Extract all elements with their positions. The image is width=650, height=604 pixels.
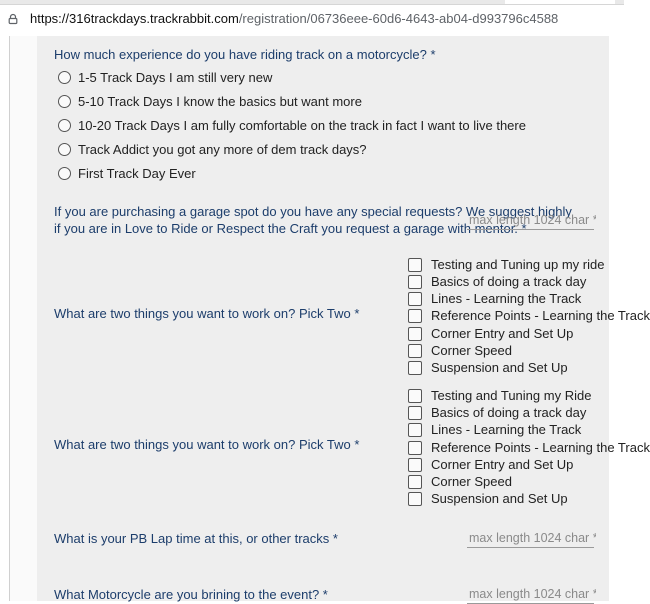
radio-button[interactable] — [58, 95, 71, 108]
work-on-2-option-7[interactable] — [408, 490, 568, 507]
checkbox[interactable] — [408, 406, 422, 420]
checkbox[interactable] — [408, 389, 422, 403]
option-label: 1-5 Track Days I am still very new — [78, 69, 273, 85]
work-on-1-option-3[interactable] — [408, 290, 581, 307]
pb-lap-field[interactable] — [467, 529, 594, 548]
option-label: 10-20 Track Days I am fully comfortable on the track in fact I want to live there — [78, 117, 526, 133]
motorcycle-question: What Motorcycle are you brining to the event? * — [54, 587, 328, 602]
checkbox[interactable] — [408, 492, 422, 506]
work-on-1-option-4[interactable] — [408, 307, 650, 324]
experience-question: How much experience do you have riding track on a motorcycle? * — [54, 47, 436, 62]
checkbox[interactable] — [408, 258, 422, 272]
checkbox-label: Lines - Learning the Track — [431, 291, 582, 306]
checkbox[interactable] — [408, 441, 422, 455]
checkbox-label: Reference Points - Learning the Track — [431, 308, 650, 323]
url-text[interactable] — [30, 11, 558, 26]
radio-button[interactable] — [58, 119, 71, 132]
work-on-2-option-6[interactable] — [408, 473, 512, 490]
checkbox-label: Corner Speed — [431, 474, 512, 489]
work-on-2-option-2[interactable] — [408, 404, 586, 421]
checkbox[interactable] — [408, 344, 422, 358]
work-on-2-option-5[interactable] — [408, 456, 573, 473]
work-on-1-option-7[interactable] — [408, 359, 568, 376]
checkbox-label: Suspension and Set Up — [431, 491, 568, 506]
garage-question-line-2: if you are in Love to Ride or Respect the Craft you request a garage with mentor. * — [54, 221, 527, 236]
experience-option-3[interactable] — [58, 116, 526, 134]
pb-lap-question: What is your PB Lap time at this, or other tracks * — [54, 531, 338, 546]
experience-option-5[interactable] — [58, 164, 196, 182]
checkbox-label: Reference Points - Learning the Track — [431, 440, 650, 455]
checkbox[interactable] — [408, 475, 422, 489]
checkbox[interactable] — [408, 361, 422, 375]
lock-icon — [8, 14, 18, 24]
work-on-2-option-4[interactable] — [408, 439, 650, 456]
option-label: Track Addict you got any more of dem track days? — [78, 141, 367, 157]
motorcycle-field[interactable] — [467, 585, 594, 604]
checkbox-label: Lines - Learning the Track — [431, 422, 582, 437]
checkbox-label: Basics of doing a track day — [431, 274, 587, 289]
garage-request-field[interactable] — [467, 211, 594, 230]
option-label: First Track Day Ever — [78, 165, 196, 181]
tab-strip-gap — [505, 0, 615, 4]
page-left-border — [0, 36, 10, 601]
work-on-2-option-1[interactable] — [408, 387, 591, 404]
work-on-question-2: What are two things you want to work on? Pick Two * — [54, 437, 360, 452]
checkbox[interactable] — [408, 327, 422, 341]
radio-button[interactable] — [58, 167, 71, 180]
work-on-1-option-1[interactable] — [408, 256, 604, 273]
checkbox-label: Suspension and Set Up — [431, 360, 568, 375]
pb-lap-input[interactable] — [467, 529, 596, 547]
work-on-1-option-6[interactable] — [408, 342, 512, 359]
work-on-2-option-3[interactable] — [408, 421, 581, 438]
garage-request-input[interactable] — [467, 211, 596, 229]
work-on-1-option-5[interactable] — [408, 325, 573, 342]
checkbox-label: Corner Entry and Set Up — [431, 457, 574, 472]
checkbox-label: Corner Speed — [431, 343, 512, 358]
checkbox[interactable] — [408, 309, 422, 323]
url-path: /registration/06736eee-60d6-4643-ab04-d993796c4588 — [238, 11, 559, 26]
checkbox[interactable] — [408, 423, 422, 437]
checkbox-label: Basics of doing a track day — [431, 405, 587, 420]
checkbox[interactable] — [408, 275, 422, 289]
checkbox[interactable] — [408, 292, 422, 306]
garage-question-line-1: If you are purchasing a garage spot do you have any special requests? We suggest highly — [54, 204, 572, 219]
motorcycle-input[interactable] — [467, 585, 596, 603]
address-bar[interactable] — [0, 0, 624, 36]
radio-button[interactable] — [58, 143, 71, 156]
checkbox-label: Corner Entry and Set Up — [431, 326, 574, 341]
checkbox-label: Testing and Tuning up my ride — [431, 257, 605, 272]
checkbox-label: Testing and Tuning my Ride — [431, 388, 592, 403]
url-host: https://316trackdays.trackrabbit.com — [30, 11, 239, 26]
experience-option-4[interactable] — [58, 140, 367, 158]
work-on-1-option-2[interactable] — [408, 273, 586, 290]
option-label: 5-10 Track Days I know the basics but want more — [78, 93, 362, 109]
experience-option-1[interactable] — [58, 68, 272, 86]
experience-option-2[interactable] — [58, 92, 362, 110]
radio-button[interactable] — [58, 71, 71, 84]
work-on-question-1: What are two things you want to work on? Pick Two * — [54, 306, 360, 321]
checkbox[interactable] — [408, 458, 422, 472]
